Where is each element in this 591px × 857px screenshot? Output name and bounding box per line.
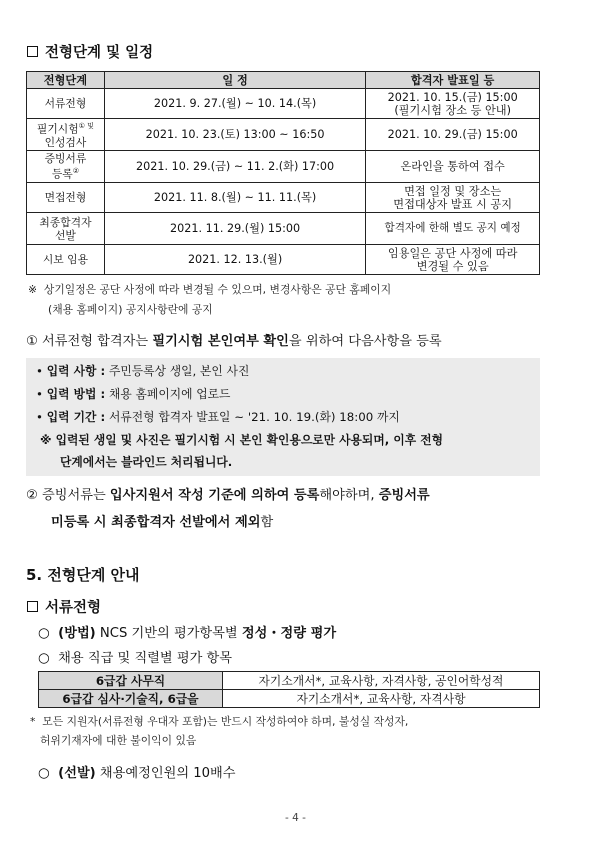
table-row: 서류전형 2021. 9. 27.(월) ~ 10. 14.(목) 2021. 10. 15.(금) 15:00 (필기시험 장소 등 안내) xyxy=(27,89,540,119)
list-item: • 입력 기간 : 서류전형 합격자 발표일 ~ '21. 10. 19.(화) 18:00 까지 xyxy=(36,410,400,424)
table-header-row xyxy=(27,72,540,89)
list-item: • 입력 방법 : 채용 홈페이지에 업로드 xyxy=(36,387,231,401)
table-row: 증빙서류 등록② 2021. 10. 29.(금) ~ 11. 2.(화) 17:00 온라인을 통하여 접수 xyxy=(27,151,540,183)
section-title-stage-guide: 5. 전형단계 안내 xyxy=(26,566,140,584)
eval-intro-line: ○ 채용 직급 및 직렬별 평가 항목 xyxy=(38,650,233,666)
header-announce: 합격자 발표일 등 xyxy=(366,72,540,89)
header-date: 일 정 xyxy=(104,72,365,89)
square-bullet-icon xyxy=(27,601,38,612)
list-item: • 입력 사항 : 주민등록상 생일, 본인 사진 xyxy=(36,364,250,378)
method-line: ○ (방법) NCS 기반의 평가항목별 정성・정량 평가 xyxy=(38,625,337,641)
box-note: ※ 입력된 생일 및 사진은 필기시험 시 본인 확인용으로만 사용되며, 이후 전형 단계에서는 블라인드 처리됩니다. xyxy=(40,433,444,469)
page-number: - 4 - xyxy=(285,812,306,824)
table-row: 시보 임용 2021. 12. 13.(월) 임용일은 공단 사정에 따라 변경될 수 있음 xyxy=(27,245,540,275)
table-row: 6급갑 사무직 자기소개서*, 교육사항, 자격사항, 공인어학성적 xyxy=(39,672,540,690)
schedule-table xyxy=(26,71,540,275)
eval-note: * 모든 지원자(서류전형 우대자 포함)는 반드시 작성하여야 하며, 불성실 작성자, 허위기재자에 대한 불이익이 있음 xyxy=(30,715,409,747)
selection-line: ○ (선발) 채용예정인원의 10배수 xyxy=(38,765,236,781)
section-title-schedule: 전형단계 및 일정 xyxy=(27,41,153,62)
schedule-note: ※ 상기일정은 공단 사정에 따라 변경될 수 있으며, 변경사항은 공단 홈페이지 (채용 홈페이지) 공지사항란에 공지 xyxy=(28,283,392,316)
item1-text: ① 서류전형 합격자는 필기시험 본인여부 확인을 위하여 다음사항을 등록 xyxy=(26,334,442,349)
square-bullet-icon xyxy=(27,46,38,57)
evaluation-table xyxy=(38,671,540,708)
input-info-box xyxy=(26,358,540,476)
header-stage: 전형단계 xyxy=(27,72,105,89)
table-row: 최종합격자 선발 2021. 11. 29.(월) 15:00 합격자에 한해 별도 공지 예정 xyxy=(27,213,540,245)
item2-text: ② 증빙서류는 입사지원서 작성 기준에 의하여 등록해야하며, 증빙서류 미등록 시 최종합격자 선발에서 제외함 xyxy=(26,488,430,530)
table-row: 필기시험$^{① 및}$ 인성검사 2021. 10. 23.(토) 13:00 ~ 16:50 2021. 10. 29.(금) 15:00 xyxy=(27,119,540,151)
table-row: 6급갑 심사·기술직, 6급을 자기소개서*, 교육사항, 자격사항 xyxy=(39,690,540,708)
table-row: 면접전형 2021. 11. 8.(월) ~ 11. 11.(목) 면접 일정 및 장소는 면접대상자 발표 시 공지 xyxy=(27,183,540,213)
subsection-title-document: 서류전형 xyxy=(27,596,101,617)
